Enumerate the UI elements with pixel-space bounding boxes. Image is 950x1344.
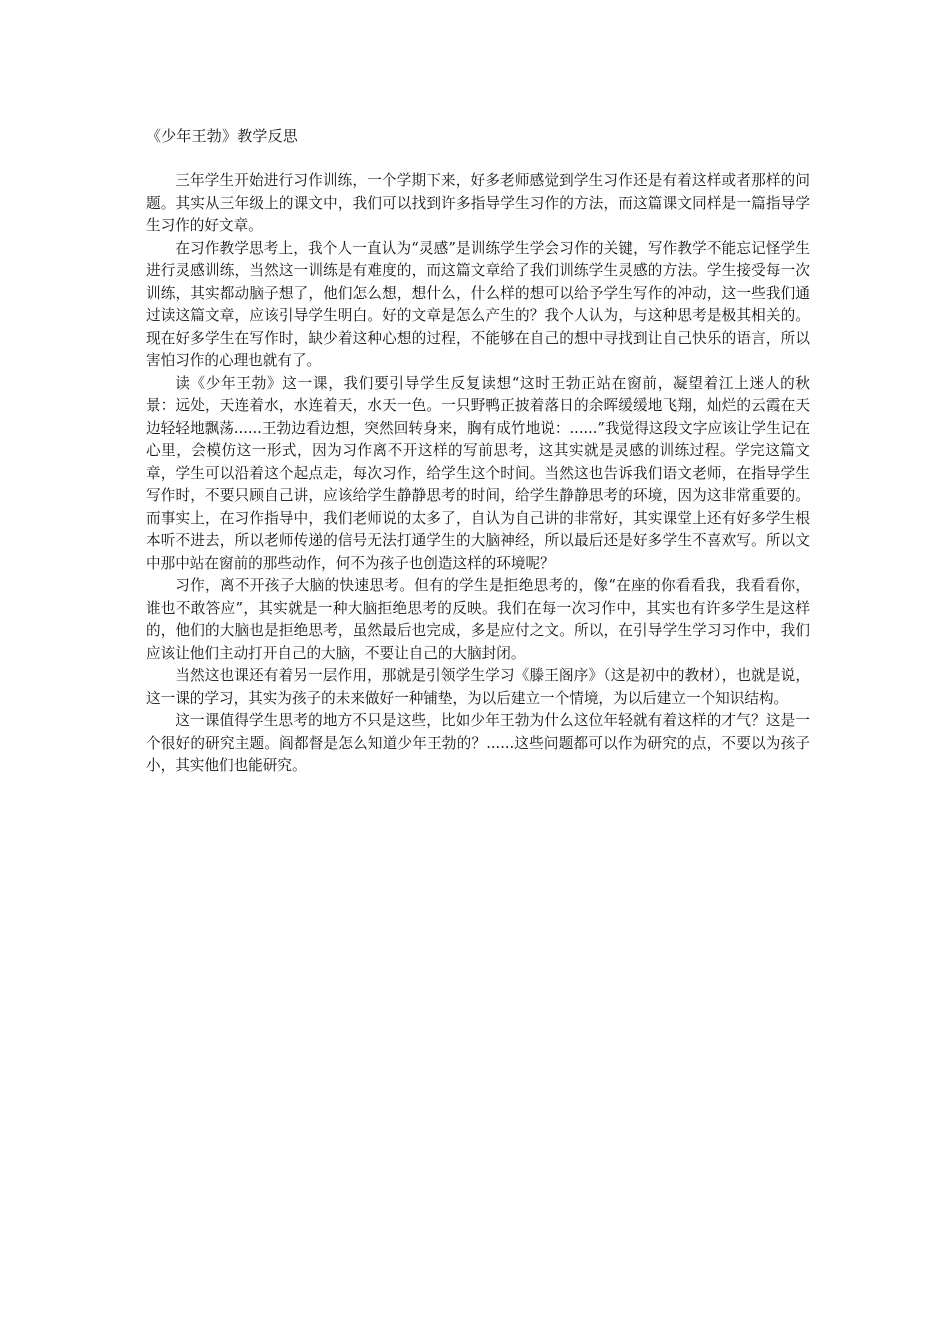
document-page	[146, 124, 810, 778]
paragraph: 读《少年王勃》这一课，我们要引导学生反复读想“这时王勃正站在窗前，凝望着江上迷人的秋景：远处，天连着水，水连着天，水天一色。一只野鸭正披着落日的余晖缓缓地飞翔，灿烂的云霞在天边轻轻地飘荡......王勃边看边想，突然回转身来，胸有成竹地说：......”我觉得这段文字应该让学生记在心里，会模仿这一形式，因为习作离不开这样的写前思考，这其实就是灵感的训练过程。学完这篇文章，学生可以沿着这个起点走，每次习作，给学生这个时间。当然这也告诉我们语文老师，在指导学生写作时，不要只顾自己讲，应该给学生静静思考的时间，给学生静静思考的环境，因为这非常重要的。而事实上，在习作指导中，我们老师说的太多了，自认为自己讲的非常好，其实课堂上还有好多学生根本听不进去，所以老师传递的信号无法打通学生的大脑神经，所以最后还是好多学生不喜欢写。所以文中那中站在窗前的那些动作，何不为孩子也创造这样的环境呢？	[146, 374, 810, 572]
paragraph: 这一课值得学生思考的地方不只是这些，比如少年王勃为什么这位年轻就有着这样的才气？这是一个很好的研究主题。阎都督是怎么知道少年王勃的？......这些问题都可以作为研究的点，不要以为孩子小，其实他们也能研究。	[146, 712, 810, 774]
document-title: 《少年王勃》教学反思	[146, 127, 299, 145]
document-body	[146, 170, 810, 778]
paragraph: 习作，离不开孩子大脑的快速思考。但有的学生是拒绝思考的，像“在座的你看看我，我看看你，谁也不敢答应”，其实就是一种大脑拒绝思考的反映。我们在每一次习作中，其实也有许多学生是这样的，他们的大脑也是拒绝思考，虽然最后也完成，多是应付之文。所以，在引导学生学习习作中，我们应该让他们主动打开自己的大脑，不要让自己的大脑封闭。	[146, 577, 810, 662]
paragraph: 三年学生开始进行习作训练，一个学期下来，好多老师感觉到学生习作还是有着这样或者那样的问题。其实从三年级上的课文中，我们可以找到许多指导学生习作的方法，而这篇课文同样是一篇指导学生习作的好文章。	[146, 172, 810, 234]
paragraph: 在习作教学思考上，我个人一直认为“灵感”是训练学生学会习作的关键，写作教学不能忘记怪学生进行灵感训练，当然这一训练是有难度的，而这篇文章给了我们训练学生灵感的方法。学生接受每一次训练，其实都动脑子想了，他们怎么想，想什么，什么样的想可以给予学生写作的冲动，这一些我们通过读这篇文章，应该引导学生明白。好的文章是怎么产生的？我个人认为，与这种思考是极其相关的。现在好多学生在写作时，缺少着这种心想的过程，不能够在自己的想中寻找到让自己快乐的语言，所以害怕习作的心理也就有了。	[146, 239, 810, 369]
paragraph: 当然这也课还有着另一层作用，那就是引领学生学习《滕王阁序》（这是初中的教材），也就是说，这一课的学习，其实为孩子的未来做好一种铺垫，为以后建立一个情境，为以后建立一个知识结构。	[146, 667, 810, 707]
